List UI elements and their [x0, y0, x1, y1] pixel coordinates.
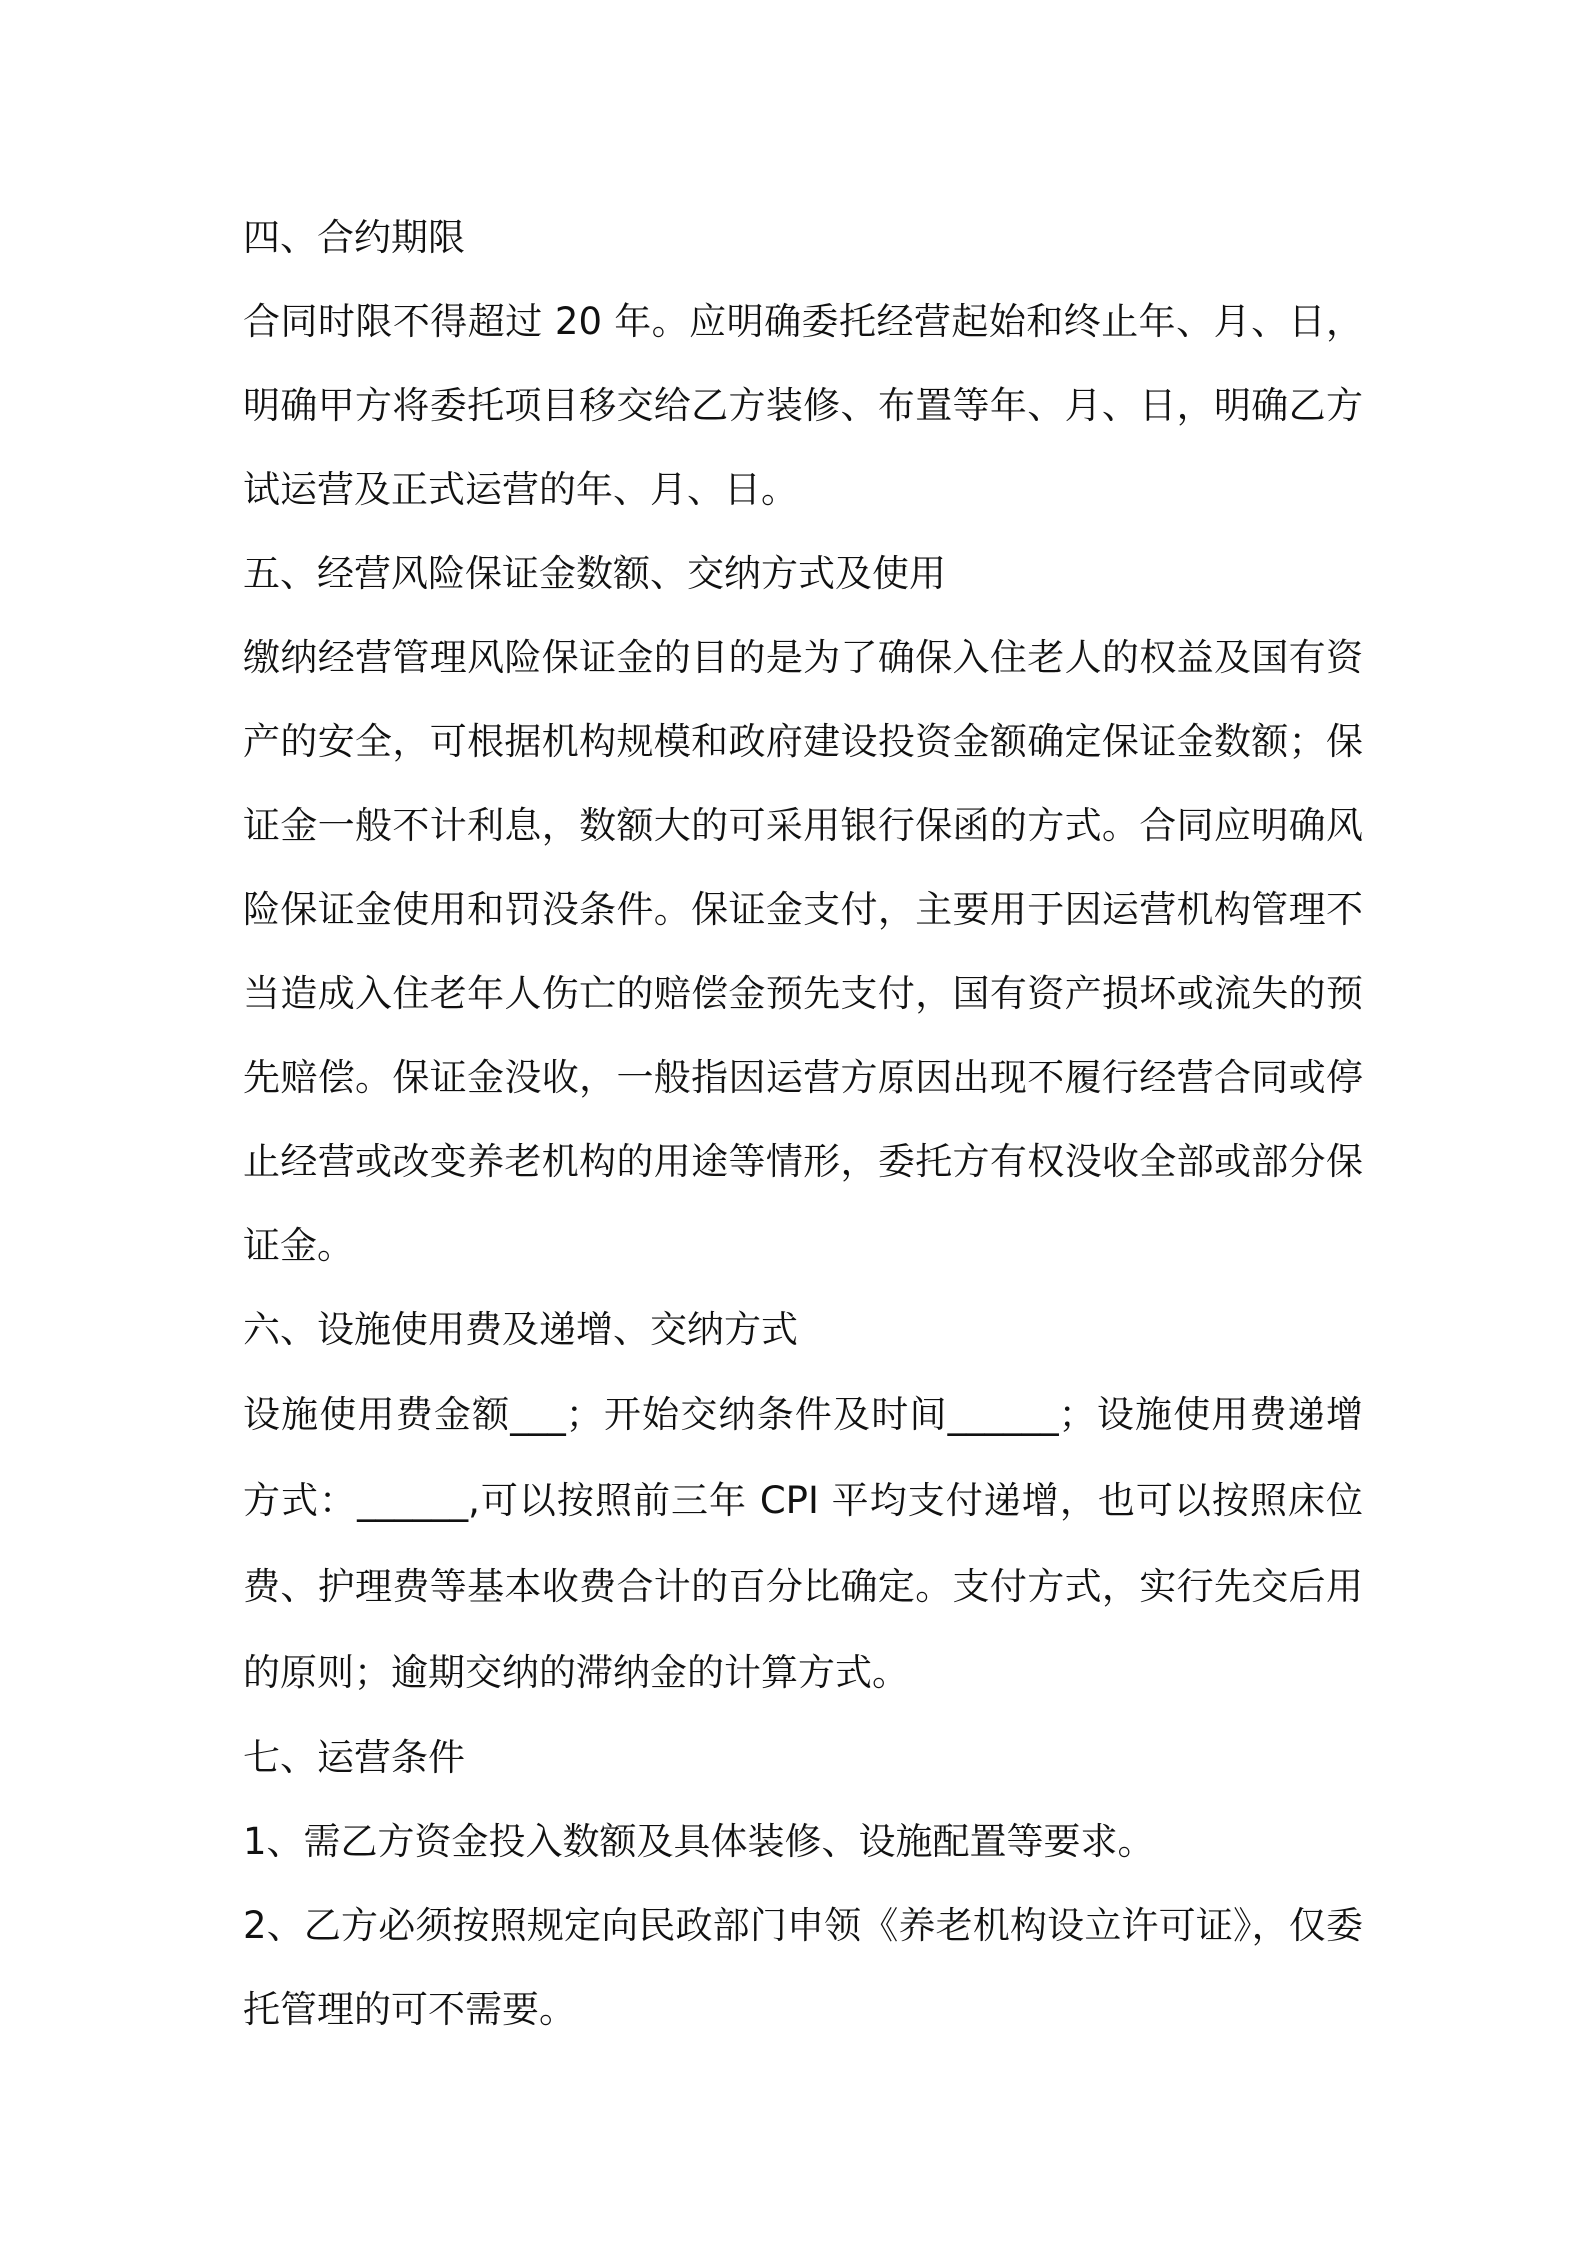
section-heading-operating-conditions: 七、运营条件 [243, 1736, 465, 1779]
paragraph-contract-term: 合同时限不得超过 20 年。应明确委托经营起始和终止年、月、日，明确甲方将委托项目移交给乙方装修、布置等年、月、日，明确乙方试运营及正式运营的年、月、日。 [243, 300, 1363, 511]
paragraph-risk-deposit: 缴纳经营管理风险保证金的目的是为了确保入住老人的权益及国有资产的安全，可根据机构规模和政府建设投资金额确定保证金数额；保证金一般不计利息，数额大的可采用银行保函的方式。合同应明确风险保证金使用和罚没条件。保证金支付，主要用于因运营机构管理不当造成入住老年人伤亡的赔偿金预先支付，国有资产损坏或流失的预先赔偿。保证金没收，一般指因运营方原因出现不履行经营合同或停止经营或改变养老机构的用途等情形，委托方有权没收全部或部分保证金。 [243, 636, 1363, 1267]
paragraph-facility-fee: 设施使用费金额___；开始交纳条件及时间______；设施使用费递增方式：______,可以按照前三年 CPI 平均支付递增，也可以按照床位费、护理费等基本收费合计的百分比确定。支付方式，实行先交后用的原则；逾期交纳的滞纳金的计算方式。 [243, 1393, 1363, 1694]
section-heading-risk-deposit: 五、经营风险保证金数额、交纳方式及使用 [243, 552, 946, 595]
paragraph-operating-condition-2: 2、乙方必须按照规定向民政部门申领《养老机构设立许可证》，仅委托管理的可不需要。 [243, 1904, 1363, 2031]
section-heading-facility-fee: 六、设施使用费及递增、交纳方式 [243, 1308, 798, 1351]
section-heading-contract-term: 四、合约期限 [243, 216, 465, 259]
document-body [243, 196, 1363, 2052]
paragraph-operating-condition-1: 1、需乙方资金投入数额及具体装修、设施配置等要求。 [243, 1820, 1155, 1863]
